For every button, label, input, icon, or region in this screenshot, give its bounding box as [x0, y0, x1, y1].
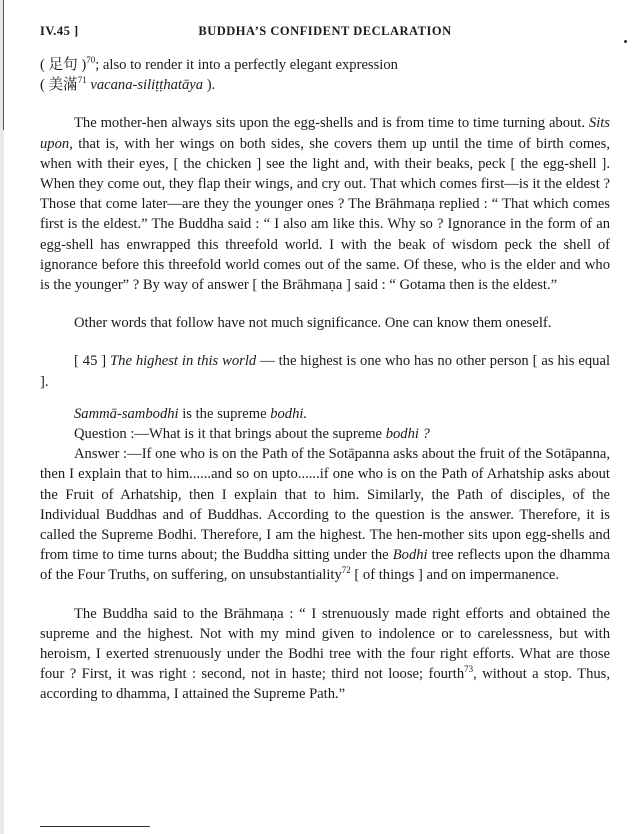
text-run: Question :—What is it that brings about the supreme — [74, 426, 386, 443]
paragraph-gap — [40, 333, 610, 351]
text-run: Sammā-sambodhi — [74, 405, 179, 422]
text-run: Other words that follow have not much significance. One can know them oneself. — [74, 315, 552, 332]
running-title: BUDDHA’S CONFIDENT DECLARATION — [198, 24, 452, 38]
text-run: Bodhi — [392, 547, 428, 564]
paragraph — [40, 113, 610, 295]
paragraph — [40, 313, 610, 333]
paragraph-gap — [40, 295, 610, 313]
text-run: ; also to render it into a perfectly elegant expression — [95, 57, 398, 73]
text-run: [ of things ] and on impermanence. — [350, 567, 560, 584]
text-run: is the supreme — [178, 405, 271, 422]
text-run: The mother-hen always sits upon the egg-shells and is from time to time turning about. — [74, 115, 589, 132]
text-run: vacana-siliṭṭhatāya — [90, 77, 204, 94]
text-run: The highest in this world — [110, 353, 257, 370]
paragraph-gap — [40, 586, 610, 604]
footnote-marker: 72 — [341, 565, 351, 576]
text-run: bodhi. — [270, 405, 308, 422]
speck-mark — [624, 40, 627, 43]
footnote-rule — [40, 826, 150, 827]
footnote-marker: 73 — [464, 664, 474, 675]
text-run: Answer :—If one who is on the Path of the Sotāpanna asks about the fruit of the Sotāpanna, then I explain that to him......and so on upto......if one who is on the Path of Arhatship asks about the Fruit of Arhatship, then I explain that to him. Similarly, the Path of disciples, of the Individual Buddhas and of Buddhas. According to the question is the answer. Therefore, it is called the Supreme Bodhi. Therefore, I am the highest. The hen-mother sits upon egg-shells and from time to time turns about; the Buddha sitting under the — [40, 446, 610, 564]
paragraph — [40, 55, 610, 75]
text-run: Sits upon — [40, 115, 610, 152]
paragraph — [40, 604, 610, 705]
paragraph — [40, 444, 610, 585]
page-number: IV.45 ] — [40, 24, 79, 38]
binding-line — [3, 0, 4, 130]
text-run: , without a stop. Thus, according to dhamma, I attained the Supreme Path.” — [40, 666, 610, 703]
paragraph-gap — [40, 392, 610, 404]
paragraph — [40, 75, 610, 95]
text-run: , that is, with her wings on both sides, she covers them up until the time of birth comes, when with their eyes, [ the chicken ] see the light and, with their beaks, peck [ the egg-shell ]. When they come out, they flap their wings, and cry out. That which comes first—is it the eldest ? Those that come later—are they the younger ones ? The Brāhmaṇa replied : “ That which comes first is the eldest.” The Buddha said : “ I also am like this. Why so ? Ignorance in the form of an egg-shell has enwrapped this threefold world. I with the beak of wisdom peck the shell of ignorance before this threefold world comes out of the same. Of these, who is the elder and who is the younger” ? By way of answer [ the Brāhmaṇa ] said : “ Gotama then is the eldest.” — [40, 135, 610, 294]
footnote-marker: 70 — [86, 55, 96, 66]
text-run: The Buddha said to the Brāhmaṇa : “ I strenuously made right efforts and obtained the supreme and the highest. Not with my mind given to indolence or to carelessness, but with heroism, I exerted strenuously under the Bodhi tree with the four right efforts. What are those four ? First, it was right : second, not in haste; third not loose; fourth — [40, 605, 610, 683]
body-text — [40, 55, 610, 705]
paragraph — [40, 404, 610, 424]
text-run: ). — [203, 77, 216, 94]
text-run: [ 45 ] — [74, 353, 111, 370]
text-run: tree reflects upon the dhamma of the Four Truths, on suffering, on unsubstantiality — [40, 547, 610, 584]
paragraph-gap — [40, 95, 610, 113]
paragraph — [40, 424, 610, 444]
text-run: ( 足句 ) — [40, 57, 87, 73]
text-run: ( 美滿 — [40, 77, 78, 94]
text-run: — the highest is one who has no other person [ as his equal ]. — [40, 353, 610, 390]
footnote-marker: 71 — [77, 75, 87, 86]
paragraph — [40, 351, 610, 391]
text-run: bodhi ? — [385, 426, 430, 443]
